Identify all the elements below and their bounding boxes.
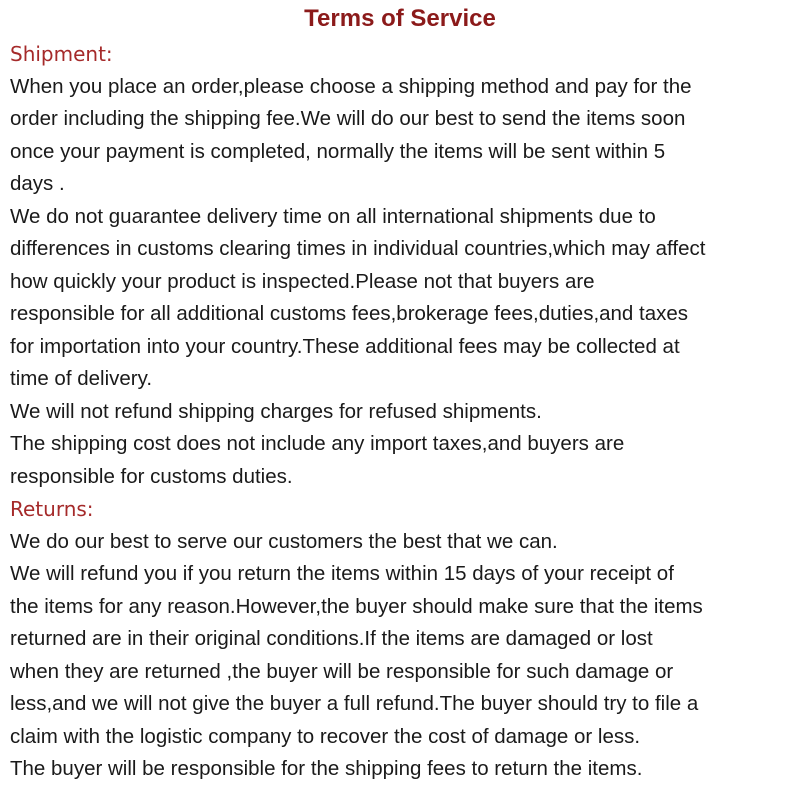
- shipment-line: We will not refund shipping charges for refused shipments.: [10, 399, 542, 423]
- returns-line: the items for any reason.However,the buyer should make sure that the items: [10, 594, 703, 618]
- shipment-line: how quickly your product is inspected.Please not that buyers are: [10, 269, 595, 293]
- returns-line: less,and we will not give the buyer a full refund.The buyer should try to file a: [10, 692, 699, 715]
- shipment-heading: Shipment:: [10, 42, 113, 66]
- returns-line: We do our best to serve our customers the best that we can.: [10, 529, 558, 553]
- returns-line: We will refund you if you return the items within 15 days of your receipt of: [10, 562, 674, 585]
- returns-line: returned are in their original conditions.If the items are damaged or lost: [10, 627, 653, 650]
- returns-line: when they are returned ,the buyer will be responsible for such damage or: [10, 659, 674, 683]
- shipment-line: order including the shipping fee.We will do our best to send the items soon: [10, 107, 686, 130]
- returns-section: [10, 493, 790, 786]
- shipment-line: We do not guarantee delivery time on all international shipments due to: [10, 204, 656, 228]
- returns-line: claim with the logistic company to recover the cost of damage or less.: [10, 724, 641, 748]
- shipment-line: When you place an order,please choose a shipping method and pay for the: [10, 74, 692, 98]
- shipment-line: days .: [10, 172, 65, 195]
- shipment-line: differences in customs clearing times in individual countries,which may affect: [10, 237, 706, 260]
- shipment-line: responsible for all additional customs fees,brokerage fees,duties,and taxes: [10, 302, 689, 325]
- shipment-line: The shipping cost does not include any import taxes,and buyers are: [10, 432, 625, 455]
- page-title: Terms of Service: [304, 5, 496, 32]
- shipment-section: [10, 38, 790, 493]
- shipment-line: once your payment is completed, normally the items will be sent within 5: [10, 139, 666, 163]
- returns-heading: Returns:: [10, 497, 94, 521]
- shipment-line: for importation into your country.These additional fees may be collected at: [10, 334, 680, 358]
- returns-line: The buyer will be responsible for the shipping fees to return the items.: [10, 757, 643, 780]
- shipment-line: responsible for customs duties.: [10, 464, 293, 488]
- shipment-line: time of delivery.: [10, 367, 153, 390]
